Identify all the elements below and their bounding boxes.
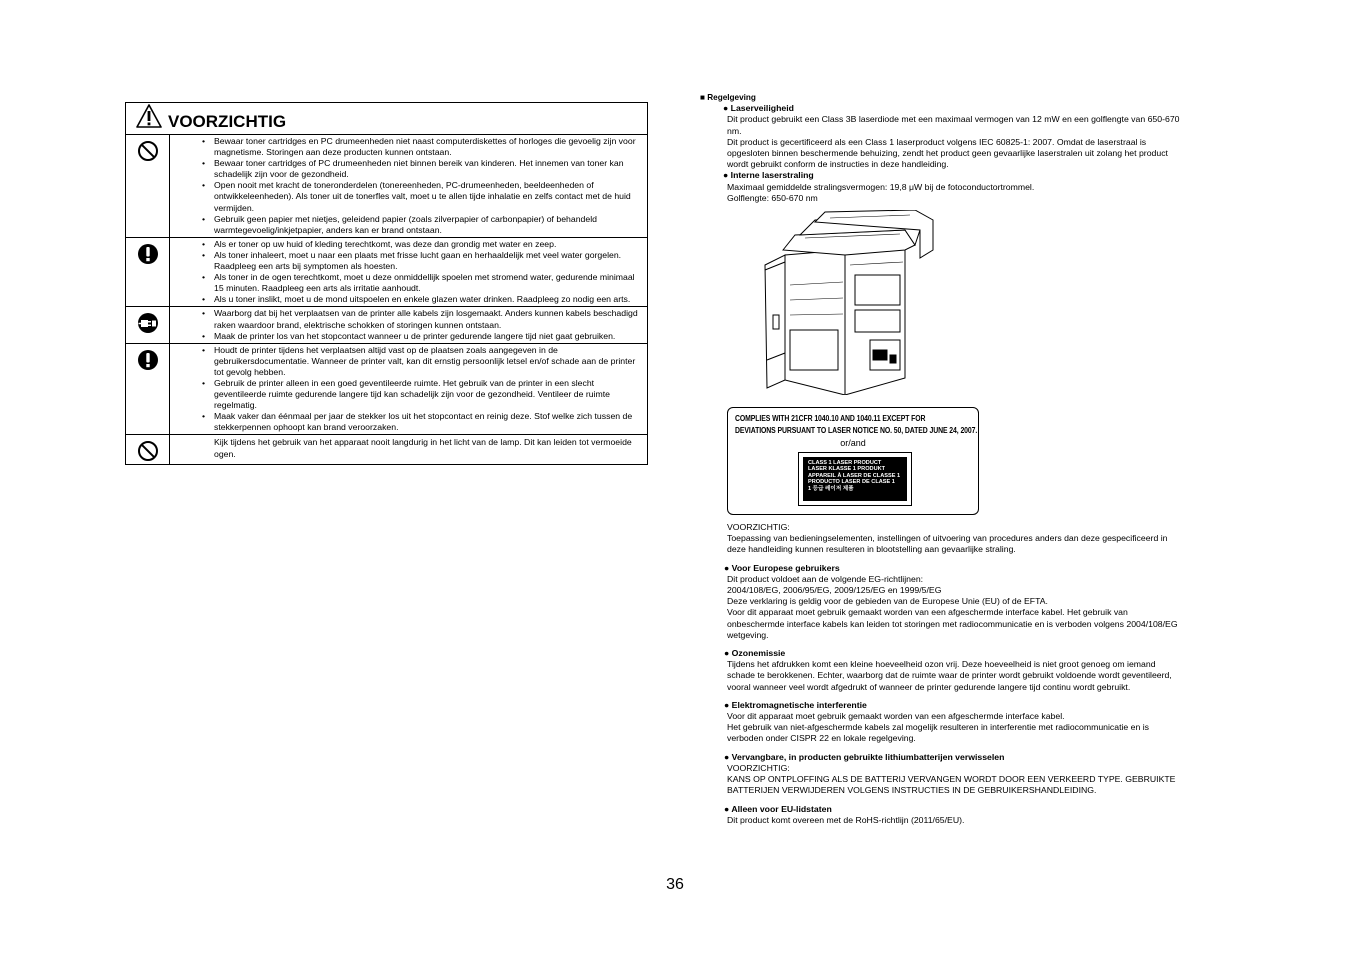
printer-illustration	[755, 210, 940, 400]
list-item: • Houdt de printer tijdens het verplaatsen altijd vast op de plaatsen zoals aangegeven in de gebruikersdocumentatie. Wanneer de printer valt, kan dit ernstig persoonlijk letsel en/of schade aan de printer tot gevolg hebben.	[202, 345, 641, 378]
subsection-heading: ● Ozonemissie	[724, 648, 786, 659]
page-number: 36	[666, 876, 684, 893]
prohibition-icon	[126, 435, 170, 463]
caution-row-toner-contact	[126, 238, 647, 308]
list-item: • Gebruik de printer alleen in een goed geventileerde ruimte. Het gebruik van de printer in een slecht geventileerde ruimte gedurende langere tijd kan schadelijk zijn voor de gezondheid. Ventileer de ruimte regelmatig.	[202, 378, 641, 411]
list-item: • Waarborg dat bij het verplaatsen van de printer alle kabels zijn losgemaakt. Anders kunnen kabels beschadigd raken waardoor brand, elektrische schokken of storingen kunnen ontstaan.	[202, 308, 641, 330]
unplug-icon	[126, 307, 170, 342]
subsection-heading: ● Vervangbare, in producten gebruikte lithiumbatterijen verwisselen	[724, 751, 1005, 762]
list-item: • Als u toner inslikt, moet u de mond uitspoelen en enkele glazen water drinken. Raadpleeg zo nodig een arts.	[202, 294, 641, 305]
caution-row-lamp	[126, 435, 647, 463]
list-item: • Open nooit met kracht de toneronderdelen (tonereenheden, PC-drumeenheden, beeldeenheden of ontwikkeleenheden). Als toner uit de tonerfles valt, moet u te allen tijde inhalatie en zelfs contact met de huid vermijden.	[202, 180, 641, 213]
label-line: COMPLIES WITH 21CFR 1040.10 AND 1040.11 EXCEPT FOR	[735, 414, 926, 423]
battery-text: VOORZICHTIG: KANS OP ONTPLOFFING ALS DE BATTERIJ VERVANGEN WORDT DOOR EEN VERKEERD TYPE. GEBRUIKTE BATTERIJEN VERWIJDEREN VOLGENS INSTRUCTIES IN DE GEBRUIKERSHANDLEIDING.	[727, 762, 1176, 796]
list-item: • Als er toner op uw huid of kleding terechtkomt, was deze dan grondig met water en zeep.	[202, 239, 641, 250]
subsection-heading: ● Interne laserstraling	[723, 170, 814, 181]
caution-title: VOORZICHTIG	[168, 111, 287, 131]
class1-label-box: CLASS 1 LASER PRODUCT LASER KLASSE 1 PRODUKT APPAREIL À LASER DE CLASSE 1 PRODUCTO LASER DE CLASE 1 1 등급 레이저 제품	[798, 452, 912, 506]
label-or: or/and	[840, 438, 866, 448]
list-item: • Gebruik geen papier met nietjes, geleidend papier (zoals zilverpapier of carbonpapier) of behandeld warmtegevoelig/inkjetpapier, anders kan er brand ontstaan.	[202, 214, 641, 236]
laser-compliance-label	[727, 407, 979, 515]
laser-caution-text: VOORZICHTIG: Toepassing van bedieningselementen, instellingen of uitvoering van procedures anders dan deze gespecificeerd in deze handleiding kunnen resulteren in blootstelling aan gevaarlijke straling.	[727, 522, 1168, 555]
subsection-heading: ● Elektromagnetische interferentie	[724, 699, 867, 710]
laser-text: Dit product gebruikt een Class 3B laserdiode met een maximaal vermogen van 12 mW en een golflengte van 650-670 nm. Dit product is gecertificeerd als een Class 1 laserproduct volgens IEC 60825-1: 2007. Omdat de laserstraal is opgesloten binnen beschermende behuizing, zendt het product geen gevaarlijke laserstralen uit zolang het product wordt gebruikt conform de instructies in deze handleiding.	[727, 114, 1180, 170]
eu-text: Dit product voldoet aan de volgende EG-richtlijnen: 2004/108/EG, 2006/95/EG, 2009/125/EG en 1999/5/EG Deze verklaring is geldig voor de gebieden van de Europese Unie (EU) of de EFTA. Voor dit apparaat moet gebruik gemaakt worden van een afgeschermde interface kabel. Het gebruik van onbeschermde interface kabels kan leiden tot storingen met radiocommunicatie en is verboden volgens 2004/108/EG wetgeving.	[727, 573, 1178, 640]
caution-header	[126, 103, 647, 135]
list-item: • Bewaar toner cartridges of PC drumeenheden niet binnen bereik van kinderen. Het innemen van toner kan schadelijk zijn voor de gezondheid.	[202, 158, 641, 180]
subsection-heading: ● Alleen voor EU-lidstaten	[724, 803, 832, 814]
list-item: • Als toner in de ogen terechtkomt, moet u deze onmiddellijk spoelen met stromend water, gedurende minimaal 15 minuten. Raadpleeg een arts als irritatie aanhoudt.	[202, 272, 641, 294]
section-title: ■ Regelgeving	[700, 93, 756, 102]
caution-row-storage	[126, 135, 647, 238]
list-item: • Als toner inhaleert, moet u naar een plaats met frisse lucht gaan en herhaaldelijk met veel water gorgelen. Raadpleeg een arts bij symptomen als hoesten.	[202, 250, 641, 272]
caution-text: Kijk tijdens het gebruik van het apparaat nooit langdurig in het licht van de lamp. Dit kan leiden tot vermoeide ogen.	[214, 437, 632, 459]
ozone-text: Tijdens het afdrukken komt een kleine hoeveelheid ozon vrij. Deze hoeveelheid is niet groot genoeg om iemand schade te berokkenen. Echter, waarborg dat de ruimte waar de printer wordt gebruikt voldoende wordt geventileerd, vooral wanneer veel wordt afgedrukt of wanneer de printer gedurende langere tijd continu wordt gebruikt.	[727, 659, 1172, 692]
list-item: • Maak vaker dan éénmaal per jaar de stekker los uit het stopcontact en reinig deze. Stof welke zich tussen de stekkerpennen ophoopt kan brand veroorzaken.	[202, 411, 641, 433]
caution-row-cables	[126, 307, 647, 343]
subsection-heading: ● Laserveiligheid	[723, 103, 794, 114]
list-item: • Bewaar toner cartridges en PC drumeenheden niet naast computerdiskettes of horloges die gevoelig zijn voor magnetisme. Storingen aan deze producten kunnen ontstaan.	[202, 136, 641, 158]
list-item: • Maak de printer los van het stopcontact wanneer u de printer gedurende langere tijd niet gaat gebruiken.	[202, 331, 641, 342]
mandatory-action-icon	[126, 344, 170, 435]
caution-table	[125, 102, 648, 465]
subsection-heading: ● Voor Europese gebruikers	[724, 562, 840, 573]
warning-triangle-icon	[136, 104, 162, 133]
mandatory-action-icon	[126, 238, 170, 307]
caution-row-handling	[126, 344, 647, 436]
prohibition-icon	[126, 135, 170, 237]
internal-radiation-text: Maximaal gemiddelde stralingsvermogen: 19,8 μW bij de fotoconductortrommel. Golflengte: 650-670 nm	[727, 181, 1035, 203]
rohs-text: Dit product komt overeen met de RoHS-richtlijn (2011/65/EU).	[727, 814, 965, 825]
emi-text: Voor dit apparaat moet gebruik gemaakt worden van een afgeschermde interface kabel. Het gebruik van niet-afgeschermde kabels zal mogelijk resulteren in interferentie met radiocommunicatie en is verboden onder CISPR 22 en lokale regelgeving.	[727, 711, 1150, 744]
label-line: DEVIATIONS PURSUANT TO LASER NOTICE NO. 50, DATED JUNE 24, 2007.	[735, 426, 978, 435]
